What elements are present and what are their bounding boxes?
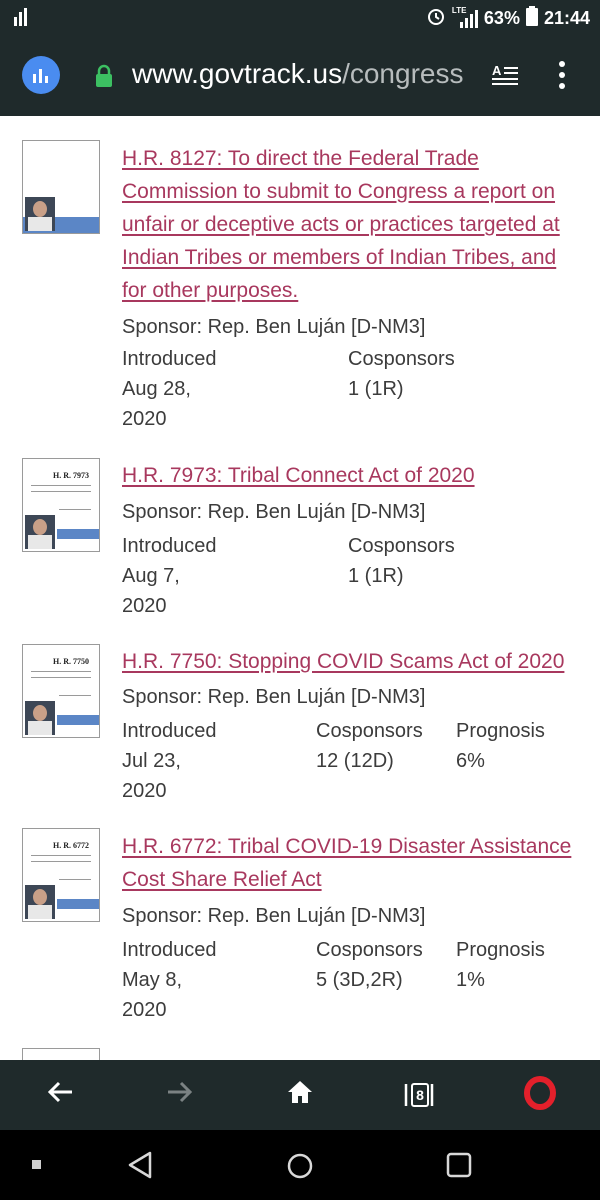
prognosis-block xyxy=(456,716,545,776)
browser-toolbar xyxy=(0,36,600,116)
cosponsors-value: 1 (1R) xyxy=(348,565,404,587)
battery-icon xyxy=(526,6,538,31)
introduced-block xyxy=(122,531,217,621)
cosponsors-block xyxy=(348,344,455,404)
bill-number-label: H. R. 7750 xyxy=(53,657,89,666)
opera-icon[interactable] xyxy=(524,1076,556,1115)
sponsor-photo xyxy=(25,197,55,231)
cosponsors-label: Cosponsors xyxy=(316,720,423,742)
cosponsors-block xyxy=(316,935,423,995)
home-icon[interactable] xyxy=(286,1078,314,1111)
introduced-year: 2020 xyxy=(122,595,167,617)
bill-title-link[interactable]: H.R. 8127: To direct the Federal Trade Commission to submit to Congress a report on unfair or deceptive acts or practices targeted at Indian Tribes or members of Indian Tribes, and for other purposes. xyxy=(122,147,560,302)
introduced-date: Aug 28, xyxy=(122,378,191,400)
bill-number-label: H. R. 7973 xyxy=(53,471,89,480)
bill-title-link[interactable]: H.R. 6772: Tribal COVID-19 Disaster Assistance Cost Share Relief Act xyxy=(122,835,572,891)
bill-thumbnail[interactable] xyxy=(22,458,100,552)
bill-thumbnail[interactable] xyxy=(22,140,100,234)
system-nav-bar xyxy=(0,1130,600,1200)
lock-icon xyxy=(94,64,114,93)
introduced-label: Introduced xyxy=(122,720,217,742)
svg-text:A: A xyxy=(492,64,502,78)
indicator-dot-icon xyxy=(32,1160,41,1169)
url-path: /congress xyxy=(342,58,464,89)
introduced-year: 2020 xyxy=(122,408,167,430)
cosponsors-label: Cosponsors xyxy=(316,939,423,961)
introduced-year: 2020 xyxy=(122,999,167,1021)
nav-home-icon[interactable] xyxy=(286,1152,314,1185)
bill-thumbnail[interactable] xyxy=(22,644,100,738)
bill-sponsor: Sponsor: Rep. Ben Luján [D-NM3] xyxy=(122,905,426,927)
introduced-year: 2020 xyxy=(122,780,167,802)
bill-thumbnail[interactable] xyxy=(22,1048,100,1060)
sponsor-photo xyxy=(25,515,55,549)
nav-recents-icon[interactable] xyxy=(446,1152,472,1183)
browser-bottom-bar xyxy=(0,1060,600,1130)
bill-number-label: H. R. 6772 xyxy=(53,841,89,850)
cosponsors-block xyxy=(348,531,455,591)
prognosis-value: 1% xyxy=(456,969,485,991)
introduced-block xyxy=(122,935,217,1025)
prognosis-block xyxy=(456,935,545,995)
bill-title-link[interactable]: H.R. 7973: Tribal Connect Act of 2020 xyxy=(122,464,475,487)
introduced-date: May 8, xyxy=(122,969,183,991)
signal-bars-icon xyxy=(14,8,28,31)
prognosis-label: Prognosis xyxy=(456,939,545,961)
bill-title-link[interactable]: H.R. 7750: Stopping COVID Scams Act of 2020 xyxy=(122,650,565,673)
cosponsors-value: 5 (3D,2R) xyxy=(316,969,403,991)
bill-list xyxy=(0,116,600,1060)
forward-arrow-icon[interactable] xyxy=(166,1078,194,1111)
clock: 21:44 xyxy=(543,8,590,28)
url-host: www.govtrack.us xyxy=(132,58,343,89)
back-arrow-icon[interactable] xyxy=(46,1078,74,1111)
introduced-block xyxy=(122,344,217,434)
prognosis-value: 6% xyxy=(456,750,485,772)
prognosis-label: Prognosis xyxy=(456,720,545,742)
more-vert-icon[interactable] xyxy=(558,60,566,95)
introduced-date: Aug 7, xyxy=(122,565,180,587)
bill-sponsor: Sponsor: Rep. Ben Luján [D-NM3] xyxy=(122,686,426,708)
status-bar xyxy=(0,0,600,36)
network-type: LTE xyxy=(451,5,467,15)
battery-percent: 63% xyxy=(483,8,520,28)
bill-thumbnail[interactable] xyxy=(22,828,100,922)
introduced-label: Introduced xyxy=(122,535,217,557)
cosponsors-value: 1 (1R) xyxy=(348,378,404,400)
nav-back-icon[interactable] xyxy=(126,1150,154,1185)
cosponsors-label: Cosponsors xyxy=(348,348,455,370)
sponsor-photo xyxy=(25,701,55,735)
cosponsors-block xyxy=(316,716,423,776)
govtrack-icon[interactable] xyxy=(22,56,60,94)
introduced-block xyxy=(122,716,217,806)
sponsor-photo xyxy=(25,885,55,919)
introduced-label: Introduced xyxy=(122,939,217,961)
lte-signal-icon xyxy=(451,5,478,30)
cosponsors-label: Cosponsors xyxy=(348,535,455,557)
reader-mode-icon[interactable] xyxy=(492,64,520,93)
cosponsors-value: 12 (12D) xyxy=(316,750,394,772)
bill-sponsor: Sponsor: Rep. Ben Luján [D-NM3] xyxy=(122,501,426,523)
alarm-icon xyxy=(426,6,446,31)
address-bar[interactable] xyxy=(132,58,472,90)
tab-count: 8 xyxy=(411,1083,429,1107)
bill-sponsor: Sponsor: Rep. Ben Luján [D-NM3] xyxy=(122,316,426,338)
introduced-date: Jul 23, xyxy=(122,750,181,772)
tabs-icon[interactable] xyxy=(402,1078,436,1110)
introduced-label: Introduced xyxy=(122,348,217,370)
